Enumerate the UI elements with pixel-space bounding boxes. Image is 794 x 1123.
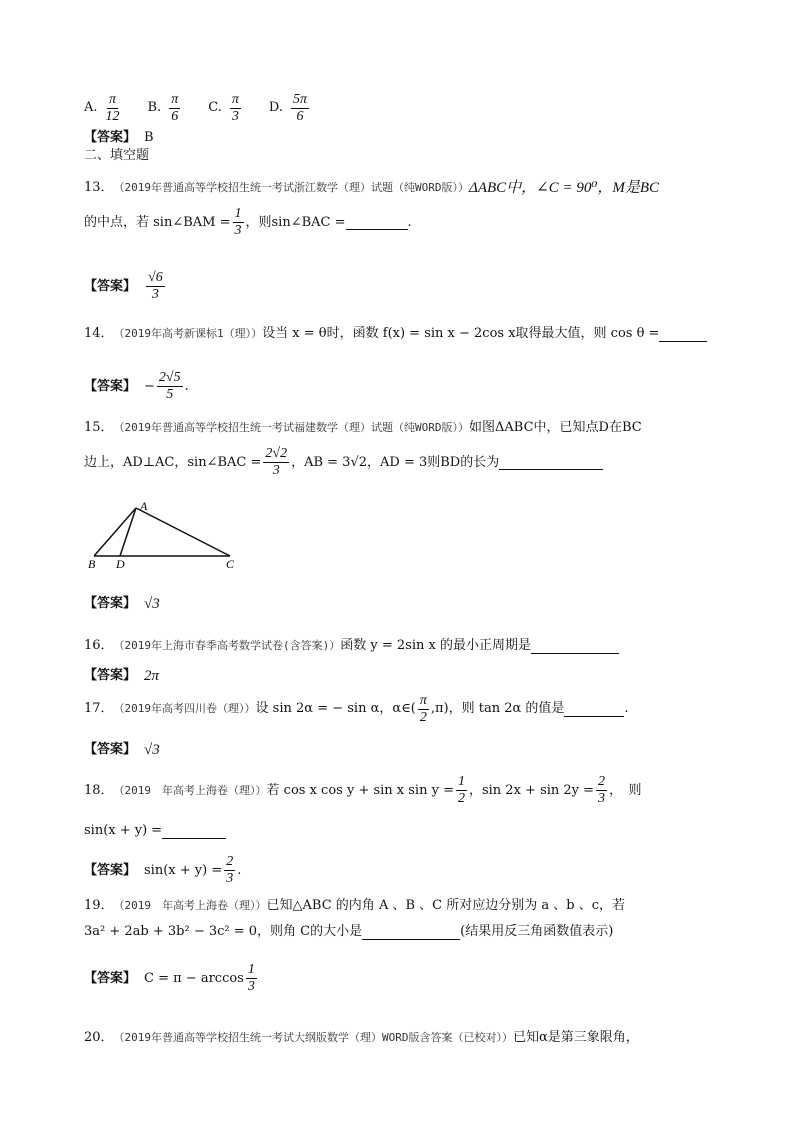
question-18: 18． （2019 年高考上海卷（理）） 若 cos x cos y + sin x sin y = $\frac{1}{2}$ ，sin 2x + sin 2y = $\frac{2}{3}$ ， 则 sin(x + y) =: [84, 774, 642, 838]
q14-answer: 【答案】 − $\frac{2√5}{5}$ .: [84, 370, 189, 402]
answer-blank: [362, 925, 460, 940]
q13-answer: 【答案】 $\frac{√6}{3}$: [84, 270, 163, 302]
triangle-figure: [84, 500, 244, 572]
label-a: A: [140, 500, 148, 513]
q17-answer: 【答案】 √3: [84, 742, 160, 758]
question-14: 14． （2019年高考新课标1（理）） 设当 x = θ时，函数 f(x) = sin x − 2cos x取得最大值，则 cos θ =: [84, 324, 734, 344]
answer-blank: [531, 639, 619, 654]
q12-answer: 【答案】 B: [84, 130, 154, 145]
q19-answer: 【答案】 C = π − arccos $\frac{1}{3}$: [84, 962, 255, 994]
answer-blank: [659, 327, 707, 342]
q16-answer: 【答案】 2π: [84, 668, 160, 684]
choice-b: B. $\frac{\pi}{6}$: [147, 91, 179, 124]
question-20: 20． （2019年普通高等学校招生统一考试大纲版数学（理）WORD版含答案（已校对）） 已知α是第三象限角，: [84, 1030, 639, 1045]
question-15: 15． （2019年普通高等学校招生统一考试福建数学（理）试题（纯WORD版）） 如图ΔABC中，已知点D在BC 边上，AD⊥AC，sin∠BAC = $\frac{2√2}{3}$ ，AB = 3√2，AD = 3则BD的长为: [84, 420, 642, 478]
question-17: 17． （2019年高考四川卷（理）） 设 sin 2α = − sin α，α∈( $\frac{\pi}{2}$ ,π)，则 tan 2α 的值是 .: [84, 692, 629, 725]
segment-ad: [120, 508, 136, 556]
answer-blank: [346, 215, 408, 230]
q18-answer: 【答案】 sin(x + y) = $\frac{2}{3}$ .: [84, 854, 242, 886]
question-16: 16． （2019年上海市春季高考数学试卷(含答案)） 函数 y = 2sin x 的最小正周期是: [84, 636, 734, 656]
section-title: 二、填空题: [84, 148, 150, 163]
answer-blank: [162, 824, 226, 839]
q12-choices: [84, 88, 734, 128]
question-13: 13． （2019年普通高等学校招生统一考试浙江数学（理）试题（纯WORD版）） ΔABC中，∠C = 90⁰，M是BC 的中点，若 sin∠BAM = $\frac{1}{3}$ ，则sin∠BAC = .: [84, 180, 660, 238]
choice-c: C. $\frac{\pi}{3}$: [208, 91, 239, 124]
answer-blank: [564, 702, 624, 717]
label-d: D: [116, 557, 125, 571]
answer-blank: [499, 455, 603, 470]
label-b: B: [88, 557, 96, 571]
edge-ab: [94, 508, 136, 556]
choice-a: A. $\frac{\pi}{12}$: [84, 91, 120, 124]
question-19: 19． （2019 年高考上海卷（理）） 已知△ABC 的内角 A 、B 、C 所对应边分别为 a 、b 、c，若 3a² + 2ab + 3b² − 3c² = 0，则角 C的大小是 (结果用反三角函数值表示): [84, 898, 625, 939]
q15-answer: 【答案】 √3: [84, 596, 160, 612]
choice-d: D. $\frac{5\pi}{6}$: [268, 91, 307, 124]
label-c: C: [226, 557, 235, 571]
edge-ac: [136, 508, 230, 556]
